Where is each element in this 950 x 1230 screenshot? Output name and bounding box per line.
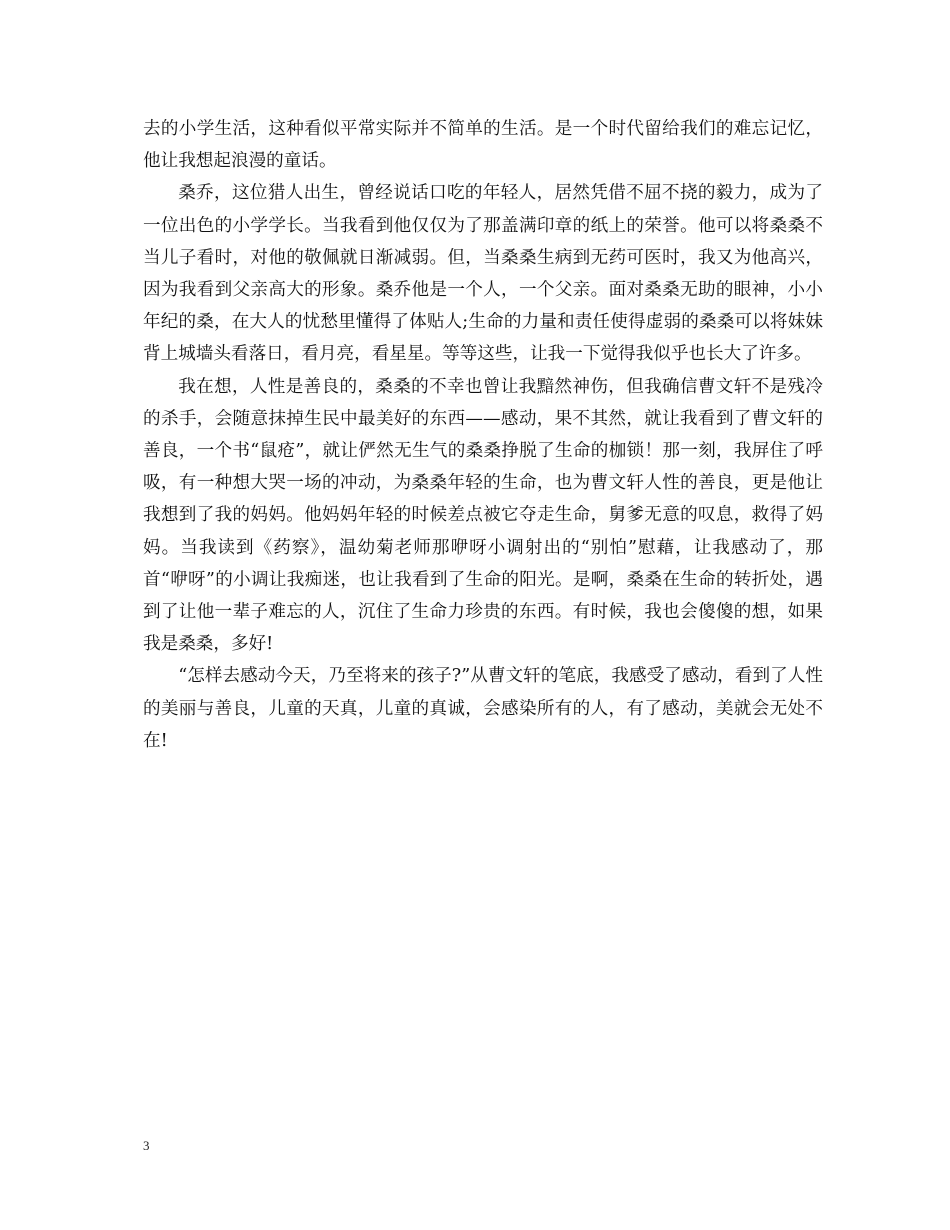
- page-number: 3: [143, 1138, 150, 1153]
- paragraph-4: “怎样去感动今天，乃至将来的孩子?”从曹文轩的笔底，我感受了感动，看到了人性的美丽与善良，儿童的天真，儿童的真诚，会感染所有的人，有了感动，美就会无处不在!: [143, 666, 823, 751]
- paragraph-2: 桑乔，这位猎人出生，曾经说话口吃的年轻人，居然凭借不屈不挠的毅力，成为了一位出色的小学学长。当我看到他仅仅为了那盖满印章的纸上的荣誉。他可以将桑桑不当儿子看时，对他的敬佩就日渐减弱。但，当桑桑生病到无药可医时，我又为他高兴，因为我看到父亲高大的形象。桑乔他是一个人，一个父亲。面对桑桑无助的眼神，小小年纪的桑，在大人的忧愁里懂得了体贴人;生命的力量和责任使得虚弱的桑桑可以将妹妹背上城墙头看落日，看月亮，看星星。等等这些，让我一下觉得我似乎也长大了许多。: [143, 183, 823, 365]
- paragraph-1: 去的小学生活，这种看似平常实际并不简单的生活。是一个时代留给我们的难忘记忆，他让我想起浪漫的童话。: [143, 119, 823, 172]
- document-body: [143, 113, 823, 757]
- paragraph-3: 我在想，人性是善良的，桑桑的不幸也曾让我黯然神伤，但我确信曹文轩不是残冷的杀手，会随意抹掉生民中最美好的东西——感动，果不其然，就让我看到了曹文轩的善良，一个书“鼠疮”，就让俨然无生气的桑桑挣脱了生命的枷锁！那一刻，我屏住了呼吸，有一种想大哭一场的冲动，为桑桑年轻的生命，也为曹文轩人性的善良，更是他让我想到了我的妈妈。他妈妈年轻的时候差点被它夺走生命，舅爹无意的叹息，救得了妈妈。当我读到《药察》，温幼菊老师那咿呀小调射出的“别怕”慰藉，让我感动了，那首“咿呀”的小调让我痴迷，也让我看到了生命的阳光。是啊，桑桑在生命的转折处，遇到了让他一辈子难忘的人，沉住了生命力珍贵的东西。有时候，我也会傻傻的想，如果我是桑桑，多好!: [143, 376, 823, 655]
